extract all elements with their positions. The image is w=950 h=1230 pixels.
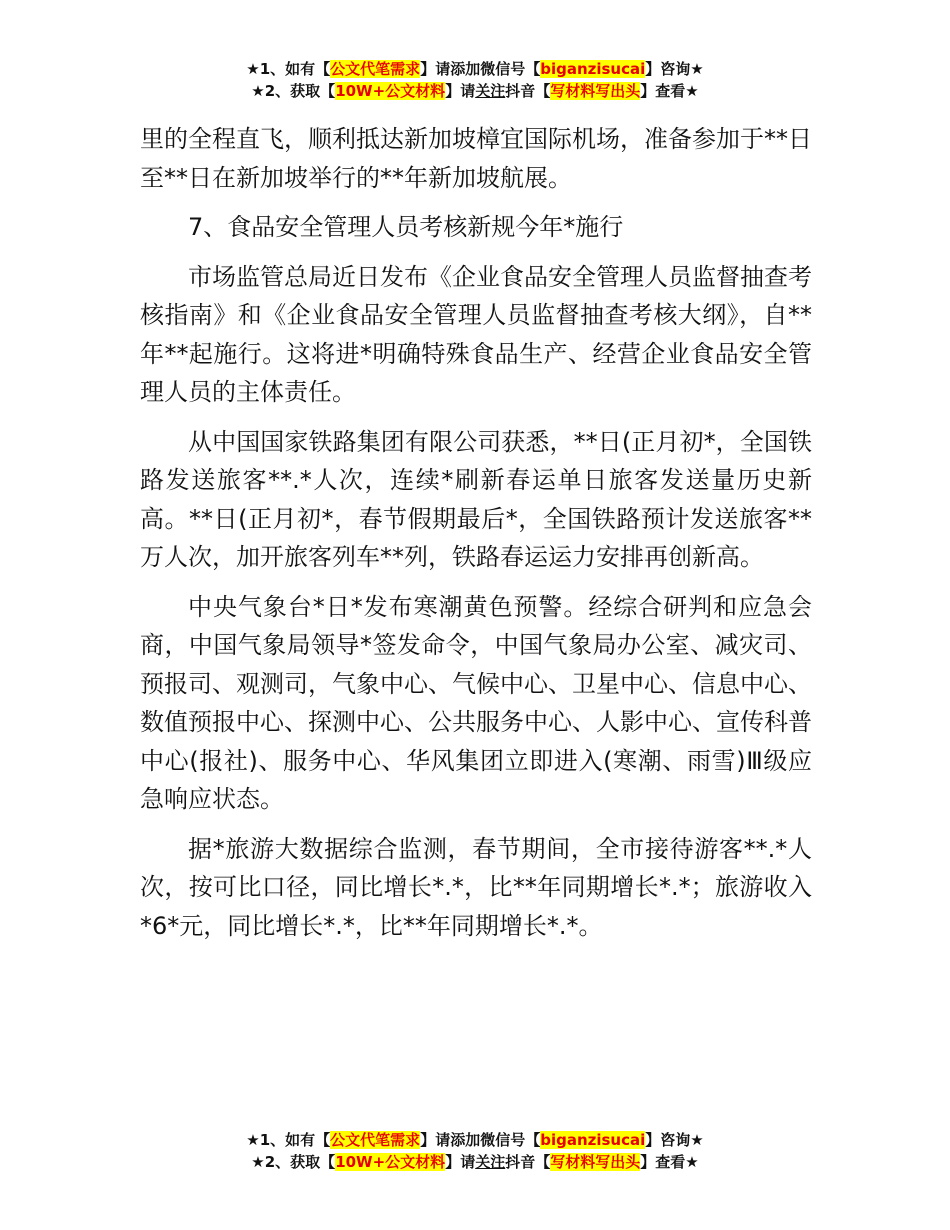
paragraph: 据*旅游大数据综合监测，春节期间，全市接待游客**.*人次，按可比口径，同比增长*.*，比**年同期增长*.*；旅游收入*6*元，同比增长*.*，比**年同期增长*.*。 — [140, 834, 812, 940]
banner-line-2: ★2、获取【10W+公文材料】请关注抖音【写材料写出头】查看★ — [251, 82, 699, 100]
banner-highlight: biganzisucai — [540, 60, 646, 78]
banner-line-1: ★1、如有【公文代笔需求】请添加微信号【biganzisucai】咨询★ — [246, 1131, 704, 1149]
header-banner — [0, 58, 950, 102]
banner-underline: 关注 — [475, 1153, 506, 1171]
paragraph: 从中国国家铁路集团有限公司获悉，**日(正月初*，全国铁路发送旅客**.*人次，连续*刷新春运单日旅客发送量历史新高。**日(正月初*，春节假期最后*，全国铁路预计发送旅客**万人次，加开旅客列车**列，铁路春运运力安排再创新高。 — [140, 427, 812, 571]
banner-highlight: 写材料写出头 — [550, 82, 641, 100]
banner-highlight: 公文代笔需求 — [330, 1131, 421, 1149]
banner-line-2: ★2、获取【10W+公文材料】请关注抖音【写材料写出头】查看★ — [251, 1153, 699, 1171]
footer-banner — [0, 1129, 950, 1173]
banner-highlight: 10W+公文材料 — [335, 82, 446, 100]
banner-highlight: 公文代笔需求 — [330, 60, 421, 78]
paragraph: 中央气象台*日*发布寒潮黄色预警。经综合研判和应急会商，中国气象局领导*签发命令，中国气象局办公室、减灾司、预报司、观测司，气象中心、气候中心、卫星中心、信息中心、数值预报中心、探测中心、公共服务中心、人影中心、宣传科普中心(报社)、服务中心、华风集团立即进入(寒潮、雨雪)Ⅲ级应急响应状态。 — [140, 592, 812, 813]
banner-underline: 关注 — [475, 82, 506, 100]
paragraph-continuation: 里的全程直飞，顺利抵达新加坡樟宜国际机场，准备参加于**日至**日在新加坡举行的**年新加坡航展。 — [140, 125, 812, 192]
section-heading: 7、食品安全管理人员考核新规今年*施行 — [188, 213, 624, 241]
document-body — [140, 120, 812, 956]
banner-highlight: 写材料写出头 — [550, 1153, 641, 1171]
banner-highlight: biganzisucai — [540, 1131, 646, 1149]
banner-highlight: 10W+公文材料 — [335, 1153, 446, 1171]
banner-line-1: ★1、如有【公文代笔需求】请添加微信号【biganzisucai】咨询★ — [246, 60, 704, 78]
paragraph: 市场监管总局近日发布《企业食品安全管理人员监督抽查考核指南》和《企业食品安全管理人员监督抽查考核大纲》，自**年**起施行。这将进*明确特殊食品生产、经营企业食品安全管理人员的主体责任。 — [140, 262, 812, 406]
